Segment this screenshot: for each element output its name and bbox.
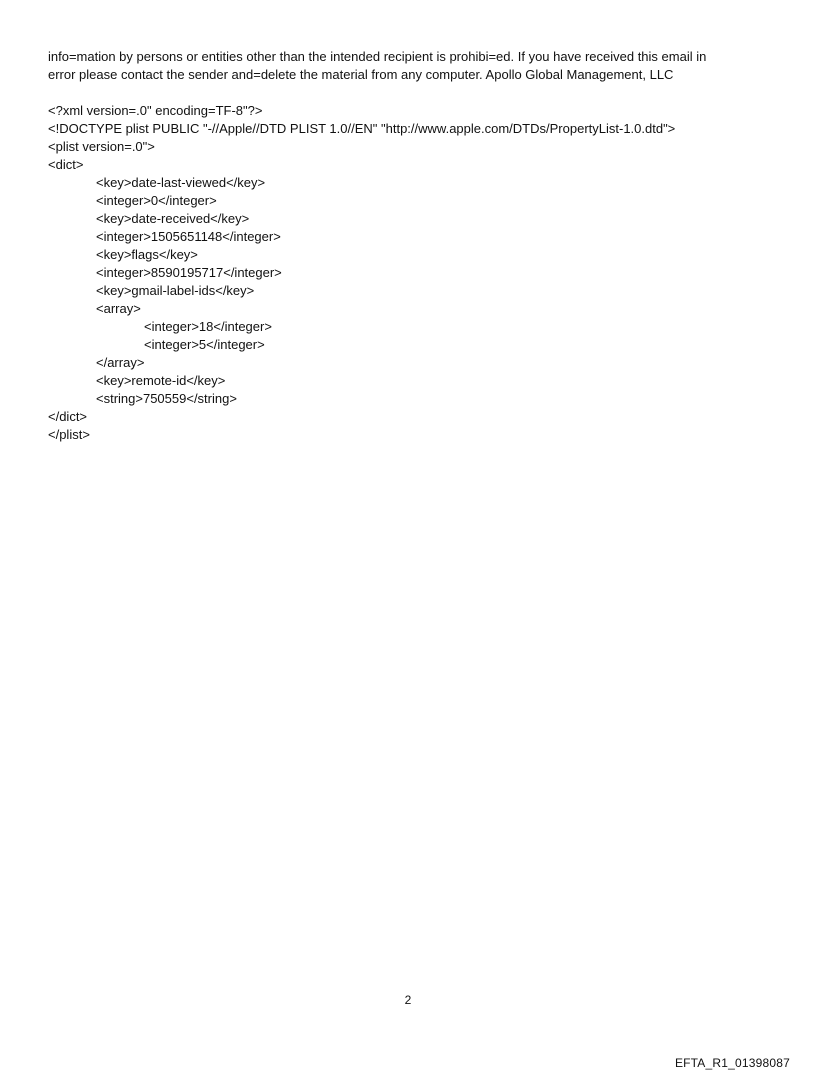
plist-key: <key>flags</key> [96, 247, 198, 262]
page-number: 2 [404, 993, 412, 1007]
dict-close-tag: </dict> [48, 409, 88, 424]
plist-open-tag: <plist version=.0"> [48, 139, 155, 154]
array-close-tag: </array> [96, 355, 145, 370]
disclaimer-line: info=mation by persons or entities other than the intended recipient is prohibi=ed. If you have received this email in [48, 49, 707, 64]
plist-doctype: <!DOCTYPE plist PUBLIC "-//Apple//DTD PLIST 1.0//EN" "http://www.apple.com/DTDs/PropertyList-1.0.dtd"> [48, 121, 676, 136]
bates-number: EFTA_R1_01398087 [674, 1056, 790, 1070]
disclaimer-line: error please contact the sender and=delete the material from any computer. Apollo Global Management, LLC [48, 67, 674, 82]
document-body [48, 48, 788, 444]
email-disclaimer [48, 48, 788, 84]
plist-value: <integer>1505651148</integer> [96, 229, 281, 244]
dict-open-tag: <dict> [48, 157, 84, 172]
plist-value: <integer>5</integer> [144, 337, 265, 352]
plist-key: <key>date-last-viewed</key> [96, 175, 266, 190]
plist-key: <key>date-received</key> [96, 211, 250, 226]
plist-value: <integer>8590195717</integer> [96, 265, 282, 280]
plist-value: <string>750559</string> [96, 391, 237, 406]
plist-value: <integer>0</integer> [96, 193, 217, 208]
plist-block [48, 102, 788, 444]
array-open-tag: <array> [96, 301, 141, 316]
plist-xml-declaration: <?xml version=.0" encoding=TF-8"?> [48, 103, 263, 118]
plist-key: <key>gmail-label-ids</key> [96, 283, 255, 298]
plist-close-tag: </plist> [48, 427, 90, 442]
plist-value: <integer>18</integer> [144, 319, 272, 334]
plist-key: <key>remote-id</key> [96, 373, 226, 388]
